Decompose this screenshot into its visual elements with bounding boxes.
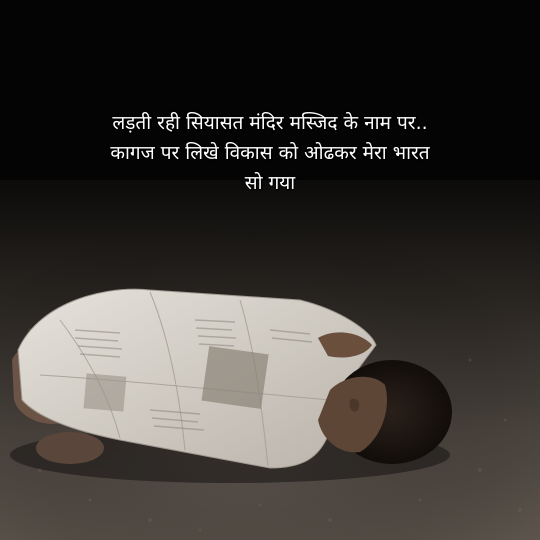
child-foot [36,432,104,464]
newspaper-photo [202,346,269,409]
caption-line-3: सो गया [244,172,296,194]
caption-line-2: कागज पर लिखे विकास को ओढकर मेरा भारत [110,142,430,164]
caption-line-1: लड़ती रही सियासत मंदिर मस्जिद के नाम पर.. [112,112,428,134]
newspaper-photo-small [84,373,127,411]
meme-caption [40,108,500,198]
